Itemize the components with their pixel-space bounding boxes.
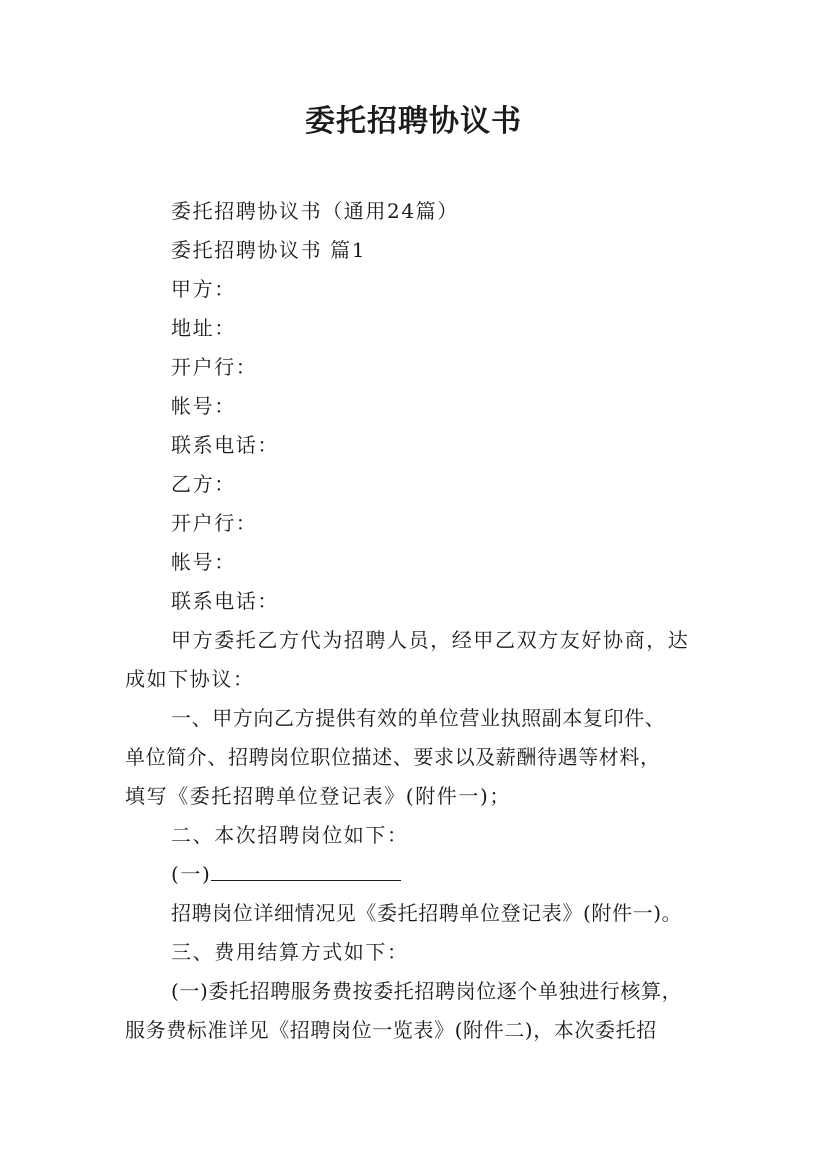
blank-item-line <box>125 855 715 894</box>
paragraph-line: 甲方委托乙方代为招聘人员，经甲乙双方友好协商，达 <box>171 628 690 652</box>
phone-label: 联系电话： <box>171 589 279 613</box>
paragraph-line: 填写《委托招聘单位登记表》(附件一)； <box>125 784 512 808</box>
paragraph-line: 三、费用结算方式如下： <box>171 940 409 964</box>
paragraph-line: 二、本次招聘岗位如下： <box>171 823 409 847</box>
party-b-label: 乙方： <box>171 472 236 496</box>
bank-label: 开户行： <box>171 355 258 379</box>
phone-label: 联系电话： <box>171 433 279 457</box>
document-title: 委托招聘协议书 <box>305 104 522 139</box>
address-label: 地址： <box>171 316 236 340</box>
document-body <box>125 192 715 1050</box>
item-number: (一) <box>171 862 212 886</box>
paragraph-line: 单位简介、招聘岗位职位描述、要求以及薪酬待遇等材料， <box>125 745 661 769</box>
paragraph-line: 招聘岗位详细情况见《委托招聘单位登记表》(附件一)。 <box>171 901 683 925</box>
paragraph-line: 成如下协议： <box>125 667 255 691</box>
account-label: 帐号： <box>171 550 236 574</box>
subtitle-line: 委托招聘协议书（通用24篇） <box>171 199 459 223</box>
paragraph-line: (一)委托招聘服务费按委托招聘岗位逐个单独进行核算， <box>171 979 683 1003</box>
account-label: 帐号： <box>171 394 236 418</box>
party-a-label: 甲方： <box>171 277 236 301</box>
section-heading: 委托招聘协议书 篇1 <box>171 238 367 262</box>
paragraph-line: 一、甲方向乙方提供有效的单位营业执照副本复印件、 <box>171 706 666 730</box>
bank-label: 开户行： <box>171 511 258 535</box>
paragraph-line: 服务费标准详见《招聘岗位一览表》(附件二)，本次委托招 <box>125 1018 657 1042</box>
fill-in-blank <box>211 858 401 881</box>
